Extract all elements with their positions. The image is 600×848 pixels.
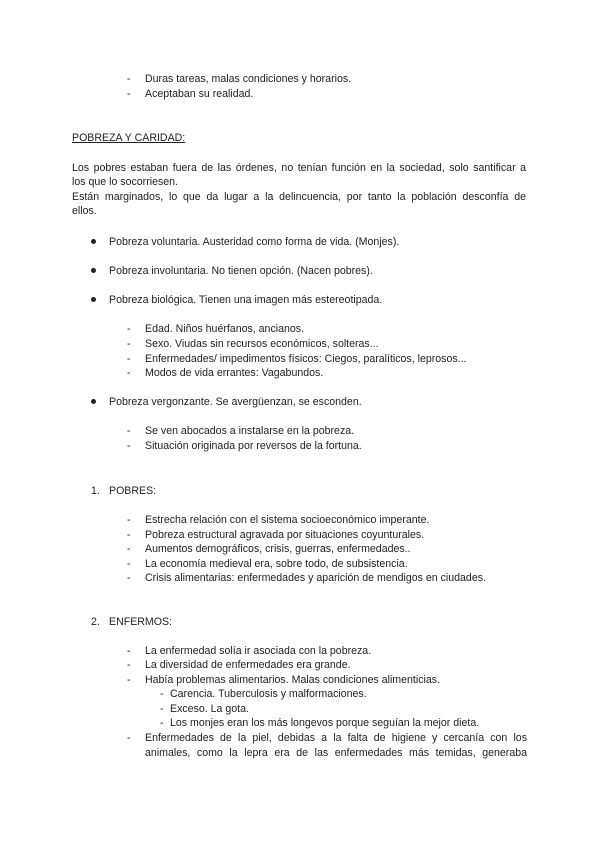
dash-marker: - bbox=[160, 703, 164, 715]
dash-marker: - bbox=[127, 732, 131, 744]
dash-marker: - bbox=[127, 529, 131, 541]
list-item-text: Edad. Niños huérfanos, ancianos. bbox=[145, 323, 305, 335]
bullet-text: Pobreza involuntaria. No tienen opción. (Nacen pobres). bbox=[109, 265, 373, 277]
dash-marker: - bbox=[127, 558, 131, 570]
dash-marker: - bbox=[127, 338, 131, 350]
bullet-text: Pobreza voluntaria. Austeridad como forma de vida. (Monjes). bbox=[109, 236, 400, 248]
list-item-text: Enfermedades/ impedimentos físicos: Ciegos, paralíticos, leprosos... bbox=[145, 353, 467, 365]
dash-marker: - bbox=[127, 367, 131, 379]
dash-marker: - bbox=[127, 425, 131, 437]
list-item-text: Aceptaban su realidad. bbox=[145, 88, 254, 100]
heading-text: ENFERMOS: bbox=[109, 616, 172, 628]
intro-line-3: Están marginados, lo que da lugar a la delincuencia, por tanto la población desconfía de bbox=[72, 191, 526, 203]
dash-marker: - bbox=[127, 440, 131, 452]
dash-marker: - bbox=[127, 572, 131, 584]
dash-marker: - bbox=[127, 323, 131, 335]
dash-marker: - bbox=[127, 73, 131, 85]
dash-marker: - bbox=[127, 659, 131, 671]
bullet-text: Pobreza biológica. Tienen una imagen más estereotipada. bbox=[109, 294, 383, 306]
sub-list-item-text: Exceso. La gota. bbox=[170, 703, 249, 715]
list-item-text: Modos de vida errantes: Vagabundos. bbox=[145, 367, 324, 379]
list-item-text: Había problemas alimentarios. Malas condiciones alimenticias. bbox=[145, 674, 440, 686]
list-item-text: Situación originada por reversos de la fortuna. bbox=[145, 440, 362, 452]
section-title: POBREZA Y CARIDAD: bbox=[72, 132, 186, 144]
dash-marker: - bbox=[127, 88, 131, 100]
intro-line-1: Los pobres estaban fuera de las órdenes, no tenían función en la sociedad, solo santificar a bbox=[72, 162, 526, 174]
dash-marker: - bbox=[127, 514, 131, 526]
list-item-text: La economía medieval era, sobre todo, de subsistencia. bbox=[145, 558, 408, 570]
dash-marker: - bbox=[160, 717, 164, 729]
dash-marker: - bbox=[127, 674, 131, 686]
sub-list-item-text: Los monjes eran los más longevos porque seguían la mejor dieta. bbox=[170, 717, 480, 729]
list-item-text: La diversidad de enfermedades era grande. bbox=[145, 659, 351, 671]
list-item-text: Crisis alimentarias: enfermedades y aparición de mendigos en ciudades. bbox=[145, 572, 486, 584]
list-item-text-line-1: Enfermedades de la piel, debidas a la falta de higiene y cercanía con los bbox=[145, 732, 527, 744]
intro-line-4: ellos. bbox=[72, 205, 97, 217]
heading-text: POBRES: bbox=[109, 485, 157, 497]
intro-line-2: los que lo socorriesen. bbox=[72, 176, 178, 188]
list-item-text-line-2: animales, como la lepra era de las enfermedades más temidas, generaba bbox=[145, 747, 527, 759]
list-item-text: Pobreza estructural agravada por situaciones coyunturales. bbox=[145, 529, 425, 541]
sub-list-item-text: Carencia. Tuberculosis y malformaciones. bbox=[170, 688, 367, 700]
bullet-icon bbox=[91, 399, 96, 404]
list-item-text: Sexo. Viudas sin recursos económicos, solteras... bbox=[145, 338, 379, 350]
list-item-text: Aumentos demográficos, crisis, guerras, enfermedades.. bbox=[145, 543, 411, 555]
list-item-text: Estrecha relación con el sistema socioeconómico imperante. bbox=[145, 514, 430, 526]
bullet-icon bbox=[91, 297, 96, 302]
list-item-text: Duras tareas, malas condiciones y horarios. bbox=[145, 73, 352, 85]
heading-number: 2. bbox=[91, 616, 100, 628]
dash-marker: - bbox=[160, 688, 164, 700]
bullet-text: Pobreza vergonzante. Se avergüenzan, se esconden. bbox=[109, 396, 362, 408]
dash-marker: - bbox=[127, 645, 131, 657]
list-item-text: Se ven abocados a instalarse en la pobreza. bbox=[145, 425, 355, 437]
dash-marker: - bbox=[127, 543, 131, 555]
heading-number: 1. bbox=[91, 485, 100, 497]
dash-marker: - bbox=[127, 353, 131, 365]
bullet-icon bbox=[91, 268, 96, 273]
list-item-text: La enfermedad solía ir asociada con la pobreza. bbox=[145, 645, 372, 657]
bullet-icon bbox=[91, 239, 96, 244]
